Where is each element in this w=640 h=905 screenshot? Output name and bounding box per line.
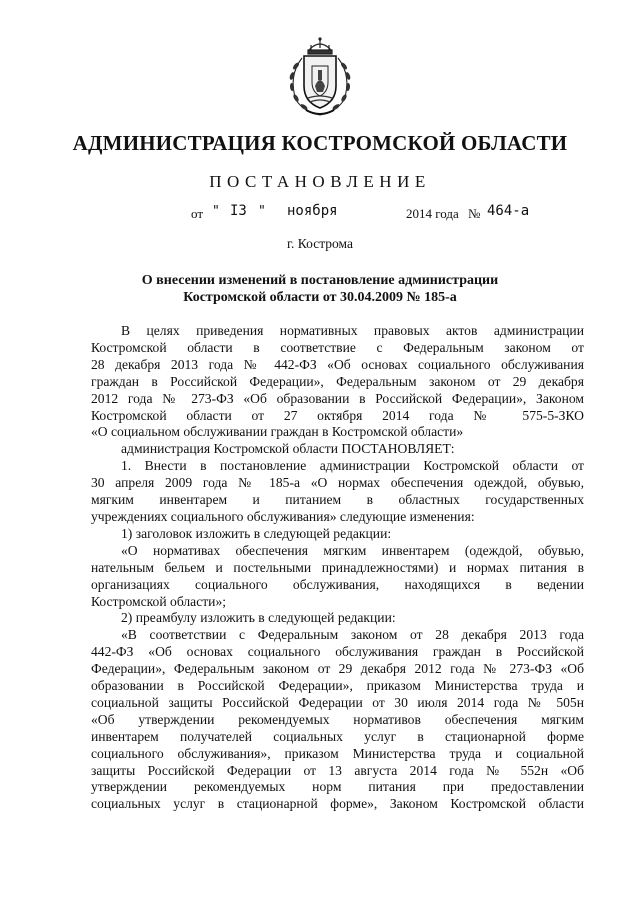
body-line: организациях социального обслуживания, находящихся в ведении xyxy=(91,576,584,592)
body-line: 30 апреля 2009 года № 185-а «О нормах обеспечения одеждой, обувью, xyxy=(91,475,584,491)
document-type-heading: ПОСТАНОВЛЕНИЕ xyxy=(209,172,431,191)
body-line: инвентарем получателей социальных услуг в стационарной форме xyxy=(91,728,584,744)
date-quote-open: " xyxy=(212,204,220,219)
organization-heading: АДМИНИСТРАЦИЯ КОСТРОМСКОЙ ОБЛАСТИ xyxy=(72,131,568,155)
body-line: 1. Внести в постановление администрации Костромской области от xyxy=(121,458,584,474)
date-quote-close: " xyxy=(258,204,266,219)
number-sign: № xyxy=(468,206,481,221)
date-year: 2014 года xyxy=(406,206,459,221)
body-line: социального обслуживания», приказом Министерства труда и социальной xyxy=(91,745,584,761)
body-line: социальной защиты Российской Федерации от 30 июля 2014 года № 505н xyxy=(91,694,584,710)
document-title xyxy=(60,272,580,306)
body-line: 28 декабря 2013 года № 442-ФЗ «Об основах социального обслуживания xyxy=(91,356,584,372)
document-number: 464-а xyxy=(487,203,530,219)
body-line: образовании в Российской Федерации», приказом Министерства труда и xyxy=(91,678,584,694)
body-line: социальных услуг в стационарной форме», Законом Костромской области xyxy=(91,796,584,812)
body-line: В целях приведения нормативных правовых актов администрации xyxy=(121,323,584,338)
body-line: 1) заголовок изложить в следующей редакции: xyxy=(121,525,392,541)
body-line: Федерации», Федеральным законом от 29 декабря 2012 года № 273-ФЗ «Об xyxy=(91,661,584,677)
body-line: «Об утверждении рекомендуемых нормативов обеспечения мягким xyxy=(91,711,584,727)
body-line: учреждениях социального обслуживания» следующие изменения: xyxy=(91,508,475,524)
body-line: утверждении рекомендуемых норм питания при предоставлении xyxy=(91,779,584,795)
body-line: граждан в Российской Федерации», Федеральным законом от 29 декабря xyxy=(91,373,584,389)
city-line: г. Кострома xyxy=(287,236,353,251)
title-line: О внесении изменений в постановление администрации xyxy=(141,273,499,288)
body-line: Костромской области в соответствие с Федеральным законом от xyxy=(91,339,584,355)
date-day: I3 xyxy=(230,203,247,219)
document-body xyxy=(91,323,584,813)
body-line: «О социальном обслуживании граждан в Костромской области» xyxy=(91,424,464,440)
body-line: 2012 года № 273-ФЗ «Об образовании в Российской Федерации», Законом xyxy=(91,390,584,406)
date-number-line xyxy=(0,203,640,225)
body-line: нательным бельем и постельными принадлежностями) и нормах питания в xyxy=(91,559,584,575)
body-line: Костромской области от 27 октября 2014 года № 575-5-ЗКО xyxy=(91,407,584,423)
body-line: мягким инвентарем и питанием в областных государственных xyxy=(91,492,584,508)
coat-of-arms-emblem xyxy=(282,36,358,118)
body-line: «О нормативах обеспечения мягким инвентарем (одеждой, обувью, xyxy=(121,542,584,558)
body-line: администрация Костромской области ПОСТАНОВЛЯЕТ: xyxy=(121,441,455,457)
title-line: Костромской области от 30.04.2009 № 185-а xyxy=(183,290,457,305)
body-line: 442-ФЗ «Об основах социального обслуживания граждан в Российской xyxy=(91,644,584,660)
date-from-label: от xyxy=(191,206,204,221)
body-line: «В соответствии с Федеральным законом от 28 декабря 2013 года xyxy=(121,627,584,643)
body-line: защиты Российской Федерации от 13 августа 2014 года № 552н «Об xyxy=(91,762,584,778)
body-line: Костромской области»; xyxy=(91,593,227,609)
date-month: ноября xyxy=(287,203,338,219)
body-line: 2) преамбулу изложить в следующей редакции: xyxy=(121,610,396,626)
